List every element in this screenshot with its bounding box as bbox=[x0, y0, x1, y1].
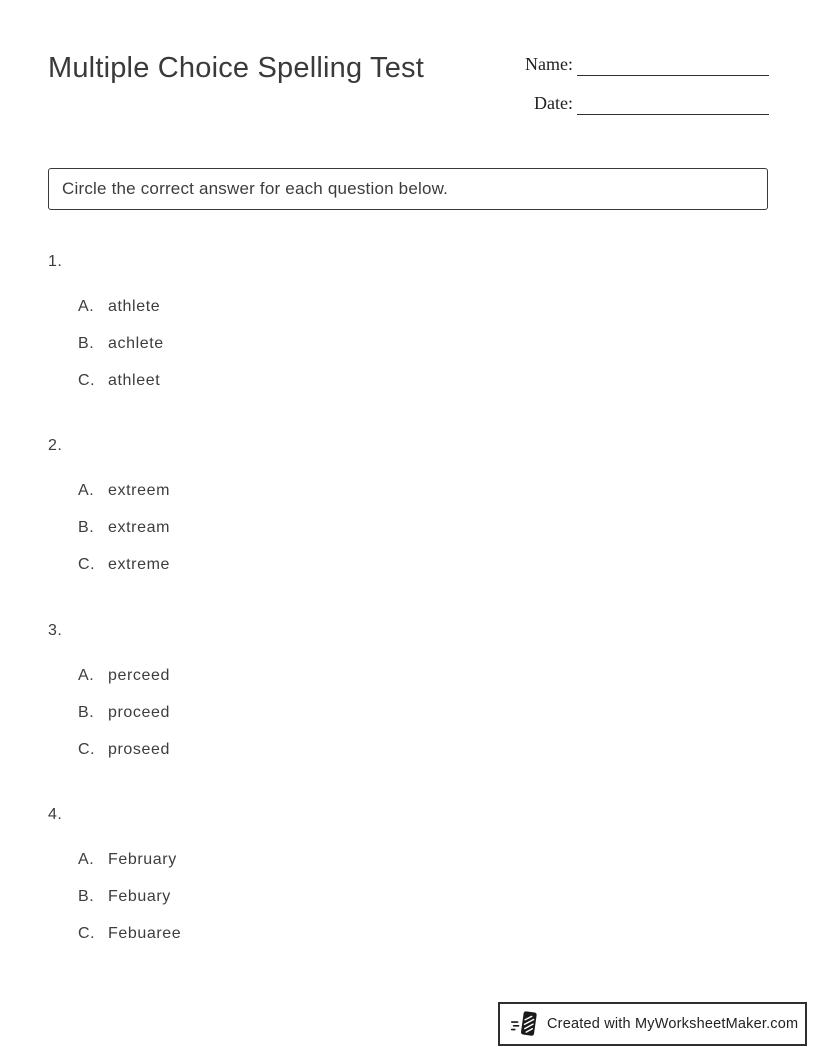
choice-word: Febuaree bbox=[108, 925, 182, 942]
choice-letter: B. bbox=[78, 335, 95, 352]
question-block bbox=[48, 436, 170, 592]
date-input-line[interactable] bbox=[577, 92, 769, 115]
question-block bbox=[48, 621, 170, 777]
name-input-line[interactable] bbox=[577, 53, 769, 76]
choice-word: proceed bbox=[108, 704, 171, 721]
question-block bbox=[48, 805, 181, 961]
choice-word: Febuary bbox=[108, 888, 171, 905]
choices-list bbox=[48, 481, 170, 575]
choice-letter: A. bbox=[78, 667, 95, 684]
name-label: Name: bbox=[525, 54, 573, 74]
name-field-row bbox=[520, 53, 769, 76]
choice-word: athleet bbox=[108, 372, 161, 389]
choice-letter: C. bbox=[78, 741, 96, 758]
choice-letter: B. bbox=[78, 519, 95, 536]
choice-word: extreme bbox=[108, 556, 170, 573]
answer-choice[interactable] bbox=[48, 518, 170, 538]
answer-choice[interactable] bbox=[48, 740, 170, 760]
choice-letter: A. bbox=[78, 298, 95, 315]
answer-choice[interactable] bbox=[48, 555, 170, 575]
choice-letter: B. bbox=[78, 704, 95, 721]
choice-word: proseed bbox=[108, 741, 171, 758]
date-label: Date: bbox=[534, 93, 573, 113]
credit-text[interactable]: Created with MyWorksheetMaker.com bbox=[547, 1016, 799, 1032]
choice-letter: A. bbox=[78, 482, 95, 499]
worksheet-maker-logo-icon bbox=[510, 1009, 540, 1039]
answer-choice[interactable] bbox=[48, 481, 170, 501]
question-number: 1. bbox=[48, 253, 63, 270]
instructions-box bbox=[48, 168, 768, 210]
question-number: 4. bbox=[48, 806, 63, 823]
choice-letter: C. bbox=[78, 372, 96, 389]
choices-list bbox=[48, 850, 181, 944]
choice-word: perceed bbox=[108, 667, 171, 684]
choice-word: February bbox=[108, 851, 177, 868]
answer-choice[interactable] bbox=[48, 924, 181, 944]
choice-word: extreem bbox=[108, 482, 170, 499]
answer-choice[interactable] bbox=[48, 703, 170, 723]
instructions-text: Circle the correct answer for each question below. bbox=[62, 179, 449, 198]
choice-word: achlete bbox=[108, 335, 164, 352]
answer-choice[interactable] bbox=[48, 297, 164, 317]
choice-letter: C. bbox=[78, 925, 96, 942]
choice-letter: B. bbox=[78, 888, 95, 905]
choices-list bbox=[48, 666, 170, 760]
question-block bbox=[48, 252, 164, 408]
answer-choice[interactable] bbox=[48, 334, 164, 354]
choices-list bbox=[48, 297, 164, 391]
answer-choice[interactable] bbox=[48, 850, 181, 870]
choice-word: extream bbox=[108, 519, 170, 536]
page-title: Multiple Choice Spelling Test bbox=[48, 52, 425, 84]
choice-letter: A. bbox=[78, 851, 95, 868]
answer-choice[interactable] bbox=[48, 887, 181, 907]
date-field-row bbox=[520, 92, 769, 115]
choice-letter: C. bbox=[78, 556, 96, 573]
choice-word: athlete bbox=[108, 298, 161, 315]
question-number: 3. bbox=[48, 622, 63, 639]
question-number: 2. bbox=[48, 437, 63, 454]
answer-choice[interactable] bbox=[48, 371, 164, 391]
answer-choice[interactable] bbox=[48, 666, 170, 686]
credit-box[interactable] bbox=[498, 1002, 807, 1046]
